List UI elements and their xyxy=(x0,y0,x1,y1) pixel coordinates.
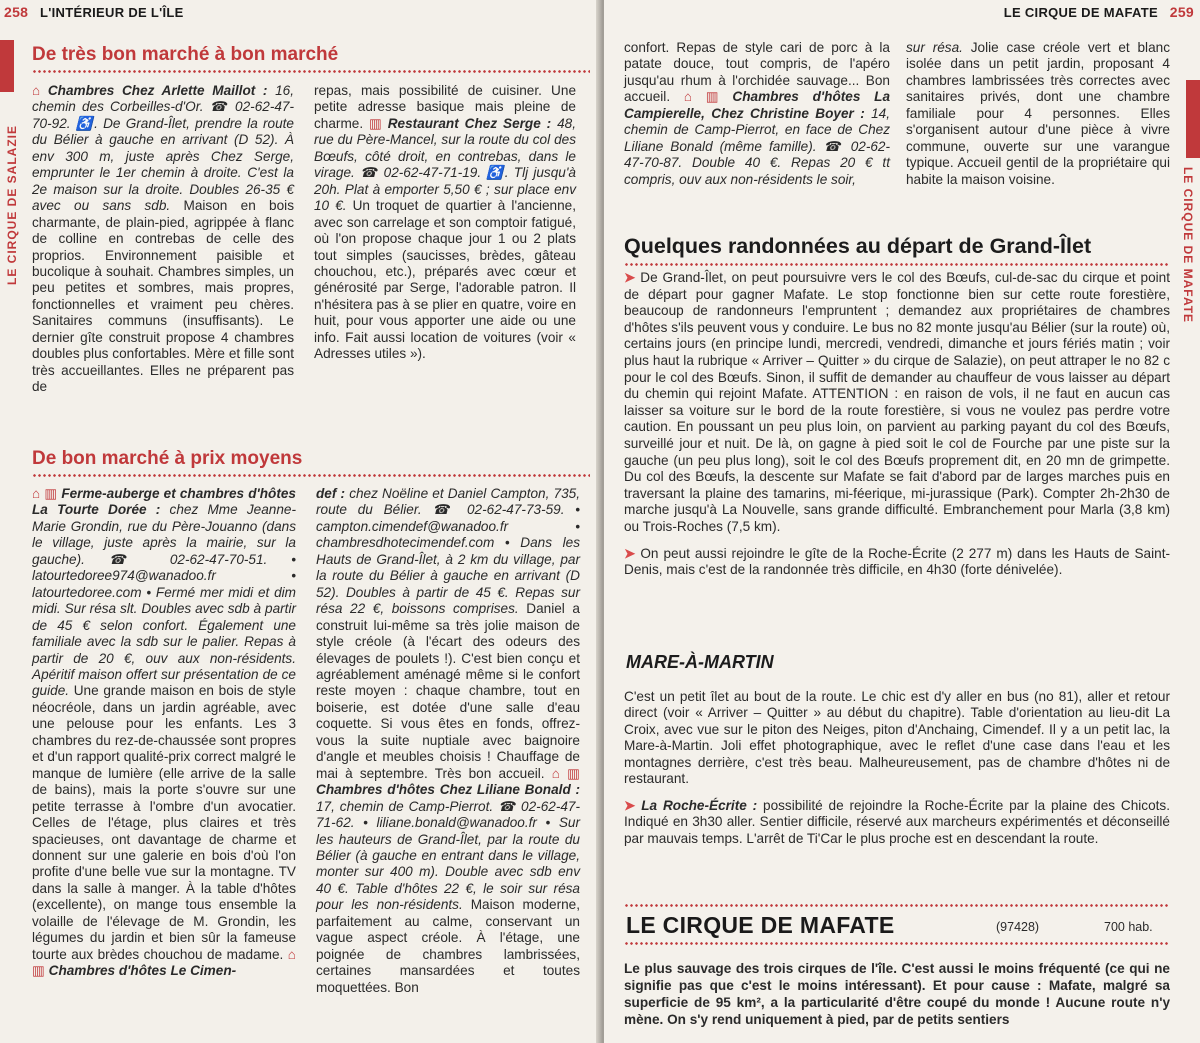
restaurant-icon: ▥ xyxy=(369,115,388,131)
lodging-restaurant-icon: ⌂ ▥ xyxy=(551,765,580,781)
section-title-moderate: De bon marché à prix moyens xyxy=(32,448,303,469)
listing-name: Restaurant Chez Serge : xyxy=(387,115,552,131)
right-column-1 xyxy=(624,40,890,188)
section-divider xyxy=(32,70,590,73)
arrow-icon: ➤ xyxy=(624,270,641,285)
lodging-restaurant-icon: ⌂ ▥ xyxy=(32,946,296,979)
listing-description: Daniel a construit lui-même sa très jolie maison de style créole (à l'écart des odeurs des élevages de poulets !). C'est bien conçu et agréablement aménagé même si le confort reste moyen : chaque chambre, tout en boiserie, est dotée d'une salle d'eau coquette. Si vous êtes en fonds, offrez-vous la suite nuptiale avec baignoire d'angle et meubles choisis ! Chauffage de mai à septembre. Très bon accueil. xyxy=(316,601,580,781)
hikes-title: Quelques randonnées au départ de Grand-Îlet xyxy=(624,234,1092,258)
listing-name: Chambres d'hôtes Chez Liliane Bonald : xyxy=(316,782,580,798)
right-page-number: 259 xyxy=(1169,4,1194,20)
left-running-head xyxy=(4,4,184,20)
postal-code: (97428) xyxy=(996,920,1040,934)
section-title-cheap: De très bon marché à bon marché xyxy=(32,44,339,65)
listing-description: repas, mais possibilité de cuisiner. Une petite adresse basique mais pleine de charme. xyxy=(314,83,576,131)
right-column-2 xyxy=(906,40,1170,188)
bleed-through xyxy=(315,430,318,444)
right-running-head-text: LE CIRQUE DE MAFATE xyxy=(1003,5,1158,20)
listing-description: Un troquet de quartier à l'ancienne, avec son carrelage et son comptoir fatigué, où l'on propose chaque jour 1 ou 2 plats tout simples (saucisses, brèdes, gâteau chouchou, etc.), préparés avec cœur et générosité par Serge, l'adorable patron. Il n'hésitera pas à se plier en quatre, voire en huit, pour vous apporter une aide ou une info. Fait aussi location de voitures (voir « Adresses utiles »). xyxy=(314,198,577,362)
hike-paragraph-2: On peut aussi rejoindre le gîte de la Roche-Écrite (2 277 m) dans les Hauts de Saint-Denis, mais c'est de la randonnée très difficile, en 4h30 (forte dénivelée). xyxy=(624,545,1171,578)
section-divider xyxy=(624,263,1170,266)
listing-details: 14, chemin de Camp-Pierrot, en face de Chez Liliane Bonald (même famille). ☎ 02-62-47-70-87. Double 40 €. Repas 20 € tt compris, ouv aux non-résidents le soir, xyxy=(624,105,890,187)
section-divider xyxy=(32,474,590,477)
left-column-4 xyxy=(316,486,580,996)
listing-details: sur résa. xyxy=(906,40,963,55)
listing-details: chez Mme Jeanne-Marie Grondin, rue du Père-Jouanno (dans le village, juste après la mairie, sur la gauche). ☎ 02-62-47-70-51. • latourtedoree974@wanadoo.fr • latourtedoree.com • Fermé mer midi et dim midi. Sur résa slt. Doubles avec sdb à partir de 45 € selon confort. Également une familiale avec la sdb sur le palier. Repas à partir de 20 €, ouv aux non-résidents. Apéritif maison offert sur présentation de ce guide. xyxy=(32,502,296,699)
section-divider xyxy=(624,942,1170,945)
mare-text xyxy=(624,689,1170,847)
population: 700 hab. xyxy=(1104,920,1153,934)
listing-description: Jolie case créole vert et blanc isolée dans un petit jardin, proposant 4 chambres lambrissées très correctes avec sanitaires privés, dont une chambre familiale pour 4 personnes. Elles s'organisent autour d'une pièce à vivre commune, ouverte sur une varangue typique. Accueil gentil de la propriétaire qui habite la maison voisine. xyxy=(906,40,1170,187)
lodging-icon: ⌂ xyxy=(32,83,48,98)
listing-name: Chambres Chez Arlette Maillot : xyxy=(47,83,268,98)
listing-details: 16, chemin des Corbeilles-d'Or. ☎ 02-62-47-70-92. ♿. De Grand-Îlet, prendre la route du Bélier à gauche en arrivant (D 52). À env 300 m, juste après Chez Serge, emprunter le 1er chemin à droite. C'est la 2e maison sur la droite. Doubles 26-35 € avec ou sans sdb. xyxy=(32,83,294,214)
listing-details: chez Noëline et Daniel Campton, 735, route du Bélier. ☎ 02-62-47-73-59. • campton.cimendef@wanadoo.fr • chambresdhotecimendef.com • Dans les Hauts de Grand-Îlet, à 2 km du village, par la route du Bélier à gauche en arrivant (D 52). Doubles à partir de 45 €. Repas sur résa 22 €, boissons comprises. xyxy=(316,486,580,617)
arrow-icon: ➤ xyxy=(624,797,642,813)
listing-details: 48, rue du Père-Mancel, sur la route du col des Bœufs, côté droit, en contrebas, dans le virage. ☎ 02-62-47-71-19. ♿. Tlj jusqu'à 20h. Plat à emporter 5,50 € ; sur place env 10 €. xyxy=(314,115,576,214)
left-running-head-text: L'INTÉRIEUR DE L'ÎLE xyxy=(40,5,184,20)
roche-paragraph: possibilité de rejoindre la Roche-Écrite par la plaine des Chicots. Indiqué en 3h30 aller. Sentier difficile, réservé aux marcheurs expérimentés et déconseillé par mauvais temps. L'arrêt de Ti'Car le plus proche est en descendant la route. xyxy=(624,797,1170,846)
listing-name: Chambres d'hôtes Le Cimen- xyxy=(48,963,237,979)
left-side-label: LE CIRQUE DE SALAZIE xyxy=(5,125,19,286)
right-running-head xyxy=(1004,4,1194,20)
listing-description: Maison en bois charmante, de plain-pied, agrippée à flanc de colline en contrebas de celle des proprios. Environnement paisible et bucolique à souhait. Chambres simples, un peu petites et sombres, mais propres, fonctionnelles et vraiment peu chères. Sanitaires communs (insuffisants). Le dernier gîte construit propose 4 chambres doubles plus confortables. Mère et fille sont très accueillantes. Elles ne préparent pas de xyxy=(32,198,294,395)
mafate-intro: Le plus sauvage des trois cirques de l'île. C'est aussi le moins fréquenté (ce qui ne signifie pas que c'est le moins intéressant). Et pour cause : Mafate, malgré sa superficie de 95 km², a la particularité d'être coupé du monde ! Aucune route n'y mène. On s'y rend uniquement à pied, par de petits sentiers xyxy=(624,961,1170,1027)
right-page xyxy=(604,0,1200,1043)
mare-a-martin-title: MARE-À-MARTIN xyxy=(626,652,774,672)
listing-name: Ferme-auberge et chambres d'hôtes La Tourte Dorée : xyxy=(32,486,296,518)
listing-description: Une grande maison en bois de style néocréole, dans un jardin agréable, avec une pelouse pour les enfants. Les 3 chambres du rez-de-chaussée sont propres et d'un rapport qualité-prix correct malgré le manque de lumière (elle arrive de la salle de bains), mais la porte s'ouvre sur une petite terrasse à l'ombre d'un avocatier. Celles de l'étage, plus claires et très spacieuses, ont davantage de charme et donnent sur une galerie en bois d'où l'on profite d'une belle vue sur la montagne. TV dans la salle à manger. À la table d'hôtes (excellente), on mange tous ensemble la volaille de l'élevage de M. Grondin, les légumes du jardin et bien sûr la fameuse tourte aux brèdes chouchou de madame. xyxy=(32,683,296,962)
left-page-number: 258 xyxy=(4,4,29,20)
left-side-tab xyxy=(0,40,14,92)
listing-description: confort. Repas de style cari de porc à la patate douce, tout compris, de l'apéro jusqu'au rhum à l'orchidée sauvage... Bon accueil. xyxy=(624,40,890,105)
left-column-3 xyxy=(32,486,296,980)
arrow-icon: ➤ xyxy=(624,545,641,561)
lodging-restaurant-icon: ⌂ ▥ xyxy=(683,89,733,105)
listing-details: 17, chemin de Camp-Pierrot. ☎ 02-62-47-71-62. • liliane.bonald@wanadoo.fr • Sur les hauteurs de Grand-Îlet, par la route du Bélier (à gauche en entrant dans le village, monter sur 400 m). Double avec sdb env 40 €. Table d'hôtes 22 €, le soir sur résa pour les non-résidents. xyxy=(316,798,580,913)
mare-paragraph: C'est un petit îlet au bout de la route. Le chic est d'y aller en bus (no 81), aller et retour direct (voir « Arriver – Quitter » au début du chapitre). Table d'orientation au lieu-dit La Croix, avec vue sur le piton des Neiges, piton d'Anchaing, Cimendef. Il y a un petit lac, la Mare-à-Martin. Joli effet photographique, avec le reflet d'une case dans l'eau et les montagnes derrière, c'est très beau. Malheureusement, pas de chambre d'hôtes ni de restaurant. xyxy=(624,689,1170,787)
lodging-restaurant-icon: ⌂ ▥ xyxy=(32,486,62,501)
listing-name: Chambres d'hôtes La Campierelle, Chez Christine Boyer : xyxy=(624,89,891,121)
left-column-1 xyxy=(32,83,294,396)
hikes-text xyxy=(624,270,1170,579)
roche-name: La Roche-Écrite : xyxy=(641,797,758,813)
mafate-title: LE CIRQUE DE MAFATE xyxy=(626,912,895,938)
left-column-2 xyxy=(314,83,576,363)
section-divider xyxy=(624,904,1170,907)
right-side-label: LE CIRQUE DE MAFATE xyxy=(1181,166,1195,324)
hike-paragraph-1: De Grand-Îlet, on peut poursuivre vers le col des Bœufs, cul-de-sac du cirque et point de départ pour gagner Mafate. Le stop fonctionne bien sur cette route forestière, beaucoup de randonneurs l'empruntent ; demandez aux propriétaires de chambres d'hôtes s'ils peuvent vous y conduire. Le bus no 82 monte jusqu'au Bélier (sur la route) où, certains jours (en principe lundi, mercredi, vendredi, dimanche et jours fériés matin ; voir plus haut la rubrique « Arriver – Quitter » du cirque de Salazie), on peut attraper le no 82 c pour le col des Bœufs. Sinon, il suffit de demander au chauffeur de vous laisser au départ du chemin qui rejoint Mafate. ATTENTION : en raison de vols, il ne faut en aucun cas laisser sa voiture sur le bord de la route forestière, si vous ne voulez pas perdre votre caution. En poussant un peu plus loin, on parvient au parking payant du col des Bœufs, surveillé jour et nuit. De là, on gagne à pied soit le col de Fourche par une piste sur la gauche (un peu plus long), soit le col des Bœufs proprement dit, en 20 mn de grimpette. Du col des Bœufs, la descente sur Mafate se fait d'abord par de larges marches puis en traversant la plaine des tamarins, mi-féerique, mi-jurassique (Park). Compter 2h-2h30 de marche jusqu'à La Nouvelle, sans grande difficulté. Embranchement pour Marla (3,8 km) ou Trois-Roches (7,5 km). xyxy=(624,270,1171,534)
listing-name: def : xyxy=(316,486,346,501)
listing-description: Maison moderne, parfaitement au calme, conservant un vague aspect créole. À l'étage, une poignée de chambres lambrissées, certaines mansardées et toutes moquettées. Bon xyxy=(316,897,580,995)
right-side-tab xyxy=(1186,80,1200,158)
